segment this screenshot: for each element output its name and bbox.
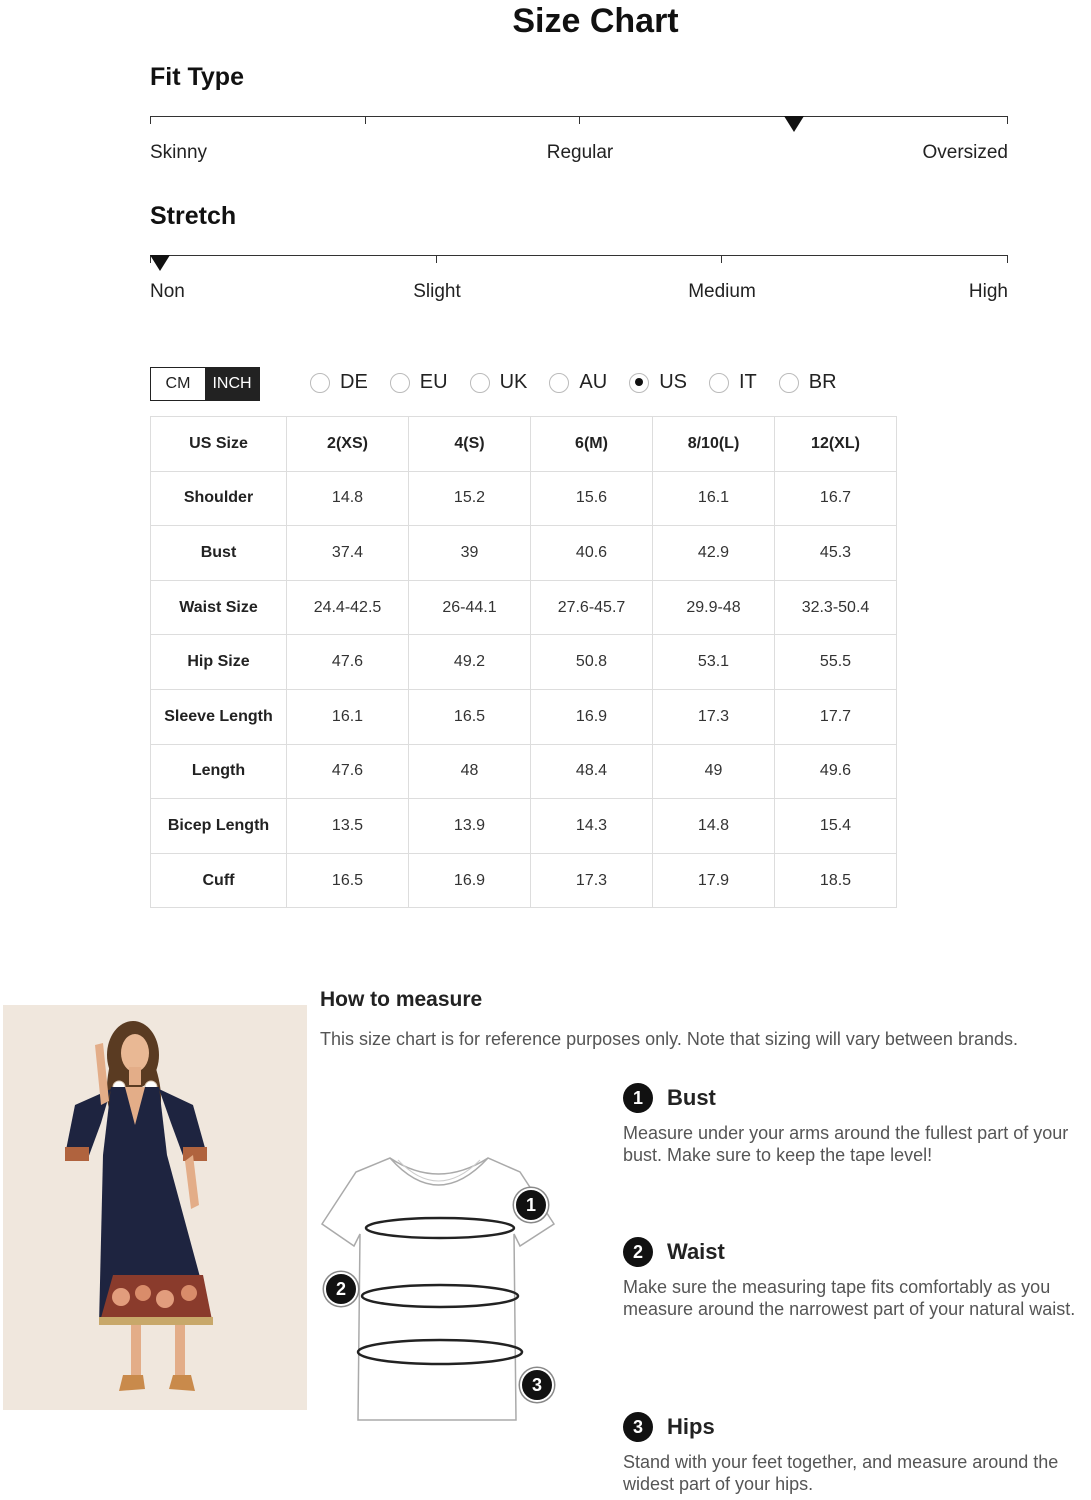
- stretch-scale: [150, 255, 1008, 271]
- table-header-cell: 6(M): [531, 417, 653, 472]
- table-cell: 18.5: [775, 853, 897, 908]
- table-cell: 16.7: [775, 471, 897, 526]
- fit-type-scale: [150, 116, 1008, 132]
- fit-type-marker: [784, 116, 804, 132]
- region-it[interactable]: IT: [709, 371, 757, 394]
- table-cell: 53.1: [653, 635, 775, 690]
- step-title: Hips: [667, 1414, 715, 1439]
- table-header-cell: US Size: [151, 417, 287, 472]
- table-cell: 49.6: [775, 744, 897, 799]
- size-table: [150, 416, 897, 908]
- radio-icon[interactable]: [549, 373, 569, 393]
- step-number-badge: 3: [623, 1412, 653, 1442]
- stretch-title: Stretch: [150, 202, 237, 230]
- table-header-cell: 8/10(L): [653, 417, 775, 472]
- table-cell: 47.6: [287, 635, 409, 690]
- table-cell: 24.4-42.5: [287, 580, 409, 635]
- table-row: [151, 744, 897, 799]
- region-us[interactable]: US: [629, 371, 687, 394]
- step-title: Waist: [667, 1239, 725, 1264]
- row-label: Length: [151, 744, 287, 799]
- fit-type-title: Fit Type: [150, 63, 244, 91]
- table-cell: 32.3-50.4: [775, 580, 897, 635]
- diagram-marker-1: 1: [514, 1188, 548, 1222]
- unit-inch-button[interactable]: INCH: [205, 368, 259, 400]
- row-label: Shoulder: [151, 471, 287, 526]
- table-cell: 14.8: [287, 471, 409, 526]
- region-de[interactable]: DE: [310, 371, 368, 394]
- table-cell: 16.9: [531, 689, 653, 744]
- unit-toggle: [150, 367, 260, 401]
- page-title: Size Chart: [512, 2, 679, 40]
- stretch-label-slight: Slight: [413, 281, 461, 302]
- table-cell: 42.9: [653, 526, 775, 581]
- radio-icon[interactable]: [390, 373, 410, 393]
- table-cell: 13.5: [287, 799, 409, 854]
- diagram-marker-2: 2: [324, 1272, 358, 1306]
- table-row: [151, 471, 897, 526]
- fit-label-skinny: Skinny: [150, 142, 208, 163]
- table-row: [151, 853, 897, 908]
- table-cell: 15.2: [409, 471, 531, 526]
- table-cell: 17.3: [653, 689, 775, 744]
- stretch-label-high: High: [968, 281, 1008, 302]
- fit-label-regular: Regular: [546, 142, 614, 163]
- stretch-marker: [150, 255, 170, 271]
- table-cell: 16.9: [409, 853, 531, 908]
- table-cell: 48: [409, 744, 531, 799]
- table-cell: 14.8: [653, 799, 775, 854]
- radio-icon[interactable]: [779, 373, 799, 393]
- table-cell: 29.9-48: [653, 580, 775, 635]
- table-header-cell: 2(XS): [287, 417, 409, 472]
- region-eu[interactable]: EU: [390, 371, 448, 394]
- model-photo: [3, 1005, 307, 1410]
- table-row: [151, 580, 897, 635]
- step-text: Measure under your arms around the fullest part of your bust. Make sure to keep the tape level!: [623, 1123, 1069, 1165]
- table-row: [151, 799, 897, 854]
- table-cell: 17.3: [531, 853, 653, 908]
- region-selector: [310, 371, 859, 394]
- table-cell: 15.4: [775, 799, 897, 854]
- diagram-marker-3: 3: [520, 1368, 554, 1402]
- row-label: Bust: [151, 526, 287, 581]
- table-cell: 49.2: [409, 635, 531, 690]
- table-cell: 16.1: [287, 689, 409, 744]
- table-cell: 27.6-45.7: [531, 580, 653, 635]
- table-cell: 16.1: [653, 471, 775, 526]
- table-header-row: [151, 417, 897, 472]
- table-cell: 48.4: [531, 744, 653, 799]
- region-au[interactable]: AU: [549, 371, 607, 394]
- table-cell: 37.4: [287, 526, 409, 581]
- how-to-measure-title: How to measure: [320, 988, 483, 1011]
- table-row: [151, 635, 897, 690]
- table-cell: 50.8: [531, 635, 653, 690]
- row-label: Waist Size: [151, 580, 287, 635]
- table-header-cell: 12(XL): [775, 417, 897, 472]
- radio-checked-icon[interactable]: [629, 373, 649, 393]
- measure-disclaimer: This size chart is for reference purposes only. Note that sizing will vary between brands.: [320, 1029, 1018, 1049]
- table-cell: 49: [653, 744, 775, 799]
- fit-label-oversized: Oversized: [922, 142, 1008, 163]
- table-cell: 16.5: [287, 853, 409, 908]
- table-cell: 17.7: [775, 689, 897, 744]
- step-bust: [623, 1083, 1091, 1166]
- step-text: Stand with your feet together, and measure around the widest part of your hips.: [623, 1452, 1059, 1494]
- unit-cm-button[interactable]: CM: [151, 368, 205, 400]
- row-label: Cuff: [151, 853, 287, 908]
- step-text: Make sure the measuring tape fits comfortably as you measure around the narrowest part of your natural waist.: [623, 1277, 1076, 1319]
- table-cell: 26-44.1: [409, 580, 531, 635]
- step-number-badge: 1: [623, 1083, 653, 1113]
- table-cell: 15.6: [531, 471, 653, 526]
- radio-icon[interactable]: [709, 373, 729, 393]
- row-label: Hip Size: [151, 635, 287, 690]
- table-cell: 55.5: [775, 635, 897, 690]
- row-label: Bicep Length: [151, 799, 287, 854]
- table-row: [151, 526, 897, 581]
- stretch-label-non: Non: [150, 281, 185, 302]
- radio-icon[interactable]: [310, 373, 330, 393]
- table-cell: 14.3: [531, 799, 653, 854]
- radio-icon[interactable]: [470, 373, 490, 393]
- table-cell: 39: [409, 526, 531, 581]
- region-uk[interactable]: UK: [470, 371, 528, 394]
- step-title: Bust: [667, 1085, 716, 1110]
- table-row: [151, 689, 897, 744]
- stretch-label-medium: Medium: [688, 281, 756, 302]
- table-cell: 16.5: [409, 689, 531, 744]
- table-cell: 45.3: [775, 526, 897, 581]
- table-cell: 47.6: [287, 744, 409, 799]
- step-number-badge: 2: [623, 1237, 653, 1267]
- region-br[interactable]: BR: [779, 371, 837, 394]
- row-label: Sleeve Length: [151, 689, 287, 744]
- tshirt-diagram: [318, 1150, 563, 1425]
- table-cell: 17.9: [653, 853, 775, 908]
- step-hips: [623, 1412, 1083, 1495]
- table-cell: 13.9: [409, 799, 531, 854]
- table-cell: 40.6: [531, 526, 653, 581]
- table-header-cell: 4(S): [409, 417, 531, 472]
- step-waist: [623, 1237, 1078, 1320]
